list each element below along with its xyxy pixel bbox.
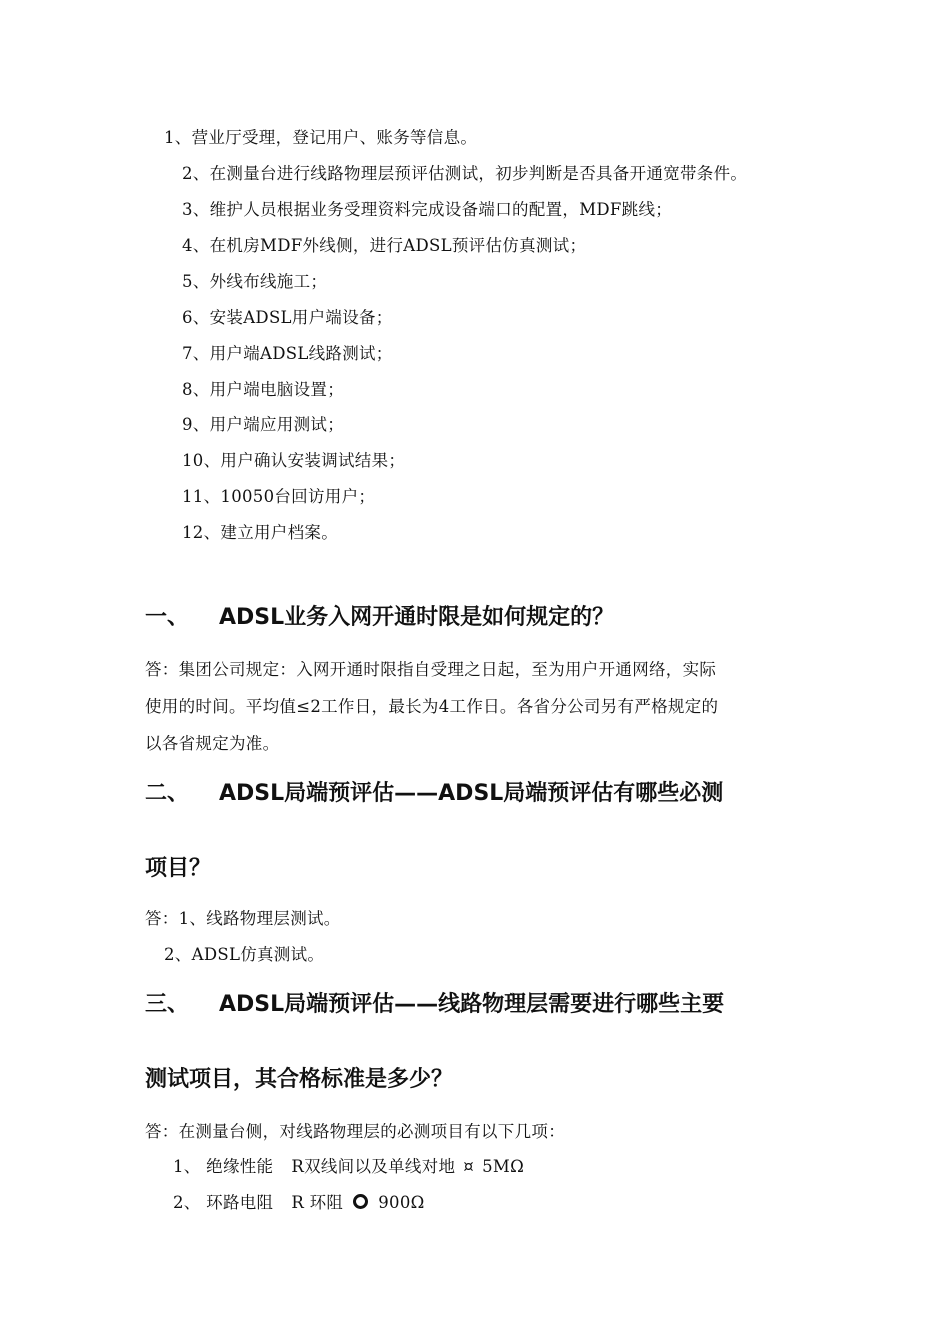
step-item: 12、建立用户档案。 xyxy=(182,523,338,542)
section-title: ADSL业务入网开通时限是如何规定的？ xyxy=(219,605,615,630)
step-item: 1、营业厅受理，登记用户、账务等信息。 xyxy=(164,128,478,147)
section-title-continued: 项目？ xyxy=(145,856,212,881)
step-item: 5、外线布线施工； xyxy=(182,272,328,291)
ring-icon xyxy=(353,1194,368,1209)
answer-line: 答：在测量台侧，对线路物理层的必测项目有以下几项： xyxy=(145,1122,565,1141)
criteria-name: 环路电阻 xyxy=(206,1193,274,1212)
answer-line: 2、ADSL仿真测试。 xyxy=(164,945,325,964)
criteria-desc: R双线间以及单线对地 xyxy=(291,1157,456,1176)
criteria-value: 900Ω xyxy=(378,1193,425,1212)
criteria-desc: R 环阻 xyxy=(291,1193,344,1212)
section-number: 一、 xyxy=(145,605,190,630)
section-title: ADSL局端预评估——线路物理层需要进行哪些主要 xyxy=(219,992,725,1017)
section-2-heading xyxy=(145,779,723,809)
step-item: 8、用户端电脑设置； xyxy=(182,380,344,399)
criteria-value: 5MΩ xyxy=(482,1157,525,1176)
section-number: 二、 xyxy=(145,781,190,806)
criteria-index: 2、 xyxy=(173,1193,201,1212)
section-number: 三、 xyxy=(145,992,190,1017)
answer-line: 答：1、线路物理层测试。 xyxy=(145,909,341,928)
answer-line: 答：集团公司规定：入网开通时限指自受理之日起，至为用户开通网络，实际 xyxy=(145,660,717,679)
criteria-item xyxy=(173,1192,425,1214)
criteria-index: 1、 xyxy=(173,1157,201,1176)
step-item: 7、用户端ADSL线路测试； xyxy=(182,344,393,363)
step-item: 9、用户端应用测试； xyxy=(182,415,344,434)
step-item: 3、维护人员根据业务受理资料完成设备端口的配置，MDF跳线； xyxy=(182,200,673,219)
step-item: 4、在机房MDF外线侧，进行ADSL预评估仿真测试； xyxy=(182,236,587,255)
section-3-heading xyxy=(145,990,724,1020)
section-1-heading xyxy=(145,603,614,633)
answer-line: 以各省规定为准。 xyxy=(145,734,280,753)
step-item: 6、安装ADSL用户端设备； xyxy=(182,308,393,327)
step-item: 11、10050台回访用户； xyxy=(182,487,376,506)
section-title-continued: 测试项目，其合格标准是多少？ xyxy=(145,1067,454,1092)
section-title: ADSL局端预评估——ADSL局端预评估有哪些必测 xyxy=(219,781,724,806)
answer-line: 使用的时间。平均值≤2工作日，最长为4工作日。各省分公司另有严格规定的 xyxy=(145,697,719,716)
criteria-name: 绝缘性能 xyxy=(206,1157,274,1176)
criteria-item xyxy=(173,1156,524,1178)
step-item: 10、用户确认安装调试结果； xyxy=(182,451,406,470)
step-item: 2、在测量台进行线路物理层预评估测试，初步判断是否具备开通宽带条件。 xyxy=(182,164,748,183)
currency-symbol-icon: ¤ xyxy=(463,1157,475,1176)
